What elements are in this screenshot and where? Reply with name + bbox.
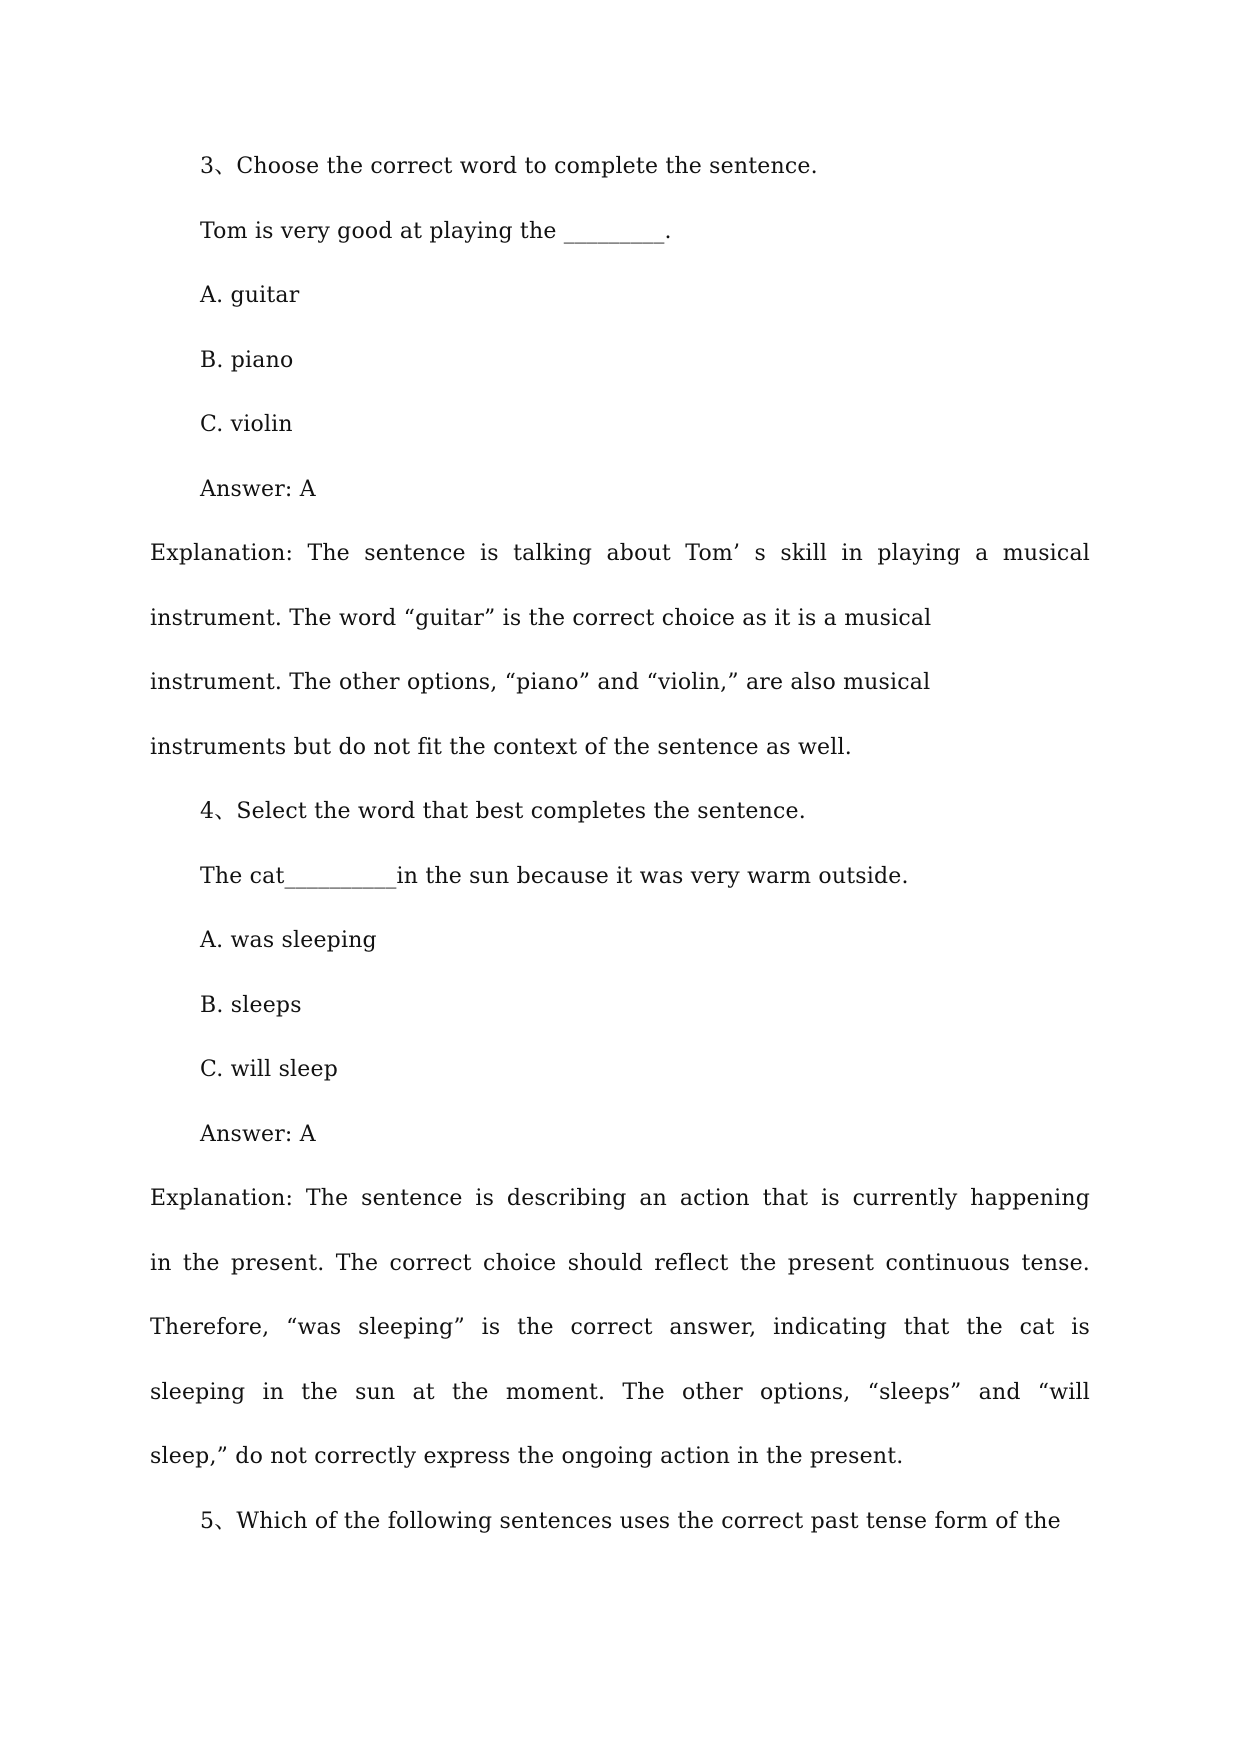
question-4-explanation-line-3: Therefore, “was sleeping” is the correct answer, indicating that the cat is	[150, 1315, 1090, 1340]
question-4-option-b: B. sleeps	[200, 993, 302, 1018]
question-3-explanation-line-1: Explanation: The sentence is talking about Tom’ s skill in playing a musical	[150, 541, 1090, 566]
question-3-option-a: A. guitar	[200, 283, 300, 308]
question-3-option-c: C. violin	[200, 412, 293, 437]
question-4-explanation-line-2: in the present. The correct choice should reflect the present continuous tense.	[150, 1251, 1090, 1276]
question-4-prompt: 4、Select the word that best completes the sentence.	[200, 799, 806, 824]
question-3-explanation-line-2: instrument. The word “guitar” is the correct choice as it is a musical	[150, 606, 932, 631]
question-3-explanation-line-4: instruments but do not fit the context of the sentence as well.	[150, 735, 852, 760]
question-3-sentence: Tom is very good at playing the _________.	[200, 219, 672, 244]
question-5-prompt: 5、Which of the following sentences uses the correct past tense form of the	[200, 1509, 1061, 1534]
question-4-explanation-line-4: sleeping in the sun at the moment. The other options, “sleeps” and “will	[150, 1380, 1090, 1405]
question-3-answer: Answer: A	[200, 477, 316, 502]
question-3-option-b: B. piano	[200, 348, 294, 373]
question-4-explanation-line-1: Explanation: The sentence is describing an action that is currently happening	[150, 1186, 1090, 1211]
question-4-option-a: A. was sleeping	[200, 928, 377, 953]
question-3-explanation-line-3: instrument. The other options, “piano” and “violin,” are also musical	[150, 670, 931, 695]
question-4-sentence: The cat__________in the sun because it was very warm outside.	[200, 864, 909, 889]
question-4-answer: Answer: A	[200, 1122, 316, 1147]
question-3-prompt: 3、Choose the correct word to complete the sentence.	[200, 154, 818, 179]
question-4-explanation-line-5: sleep,” do not correctly express the ongoing action in the present.	[150, 1444, 904, 1469]
question-4-option-c: C. will sleep	[200, 1057, 339, 1082]
